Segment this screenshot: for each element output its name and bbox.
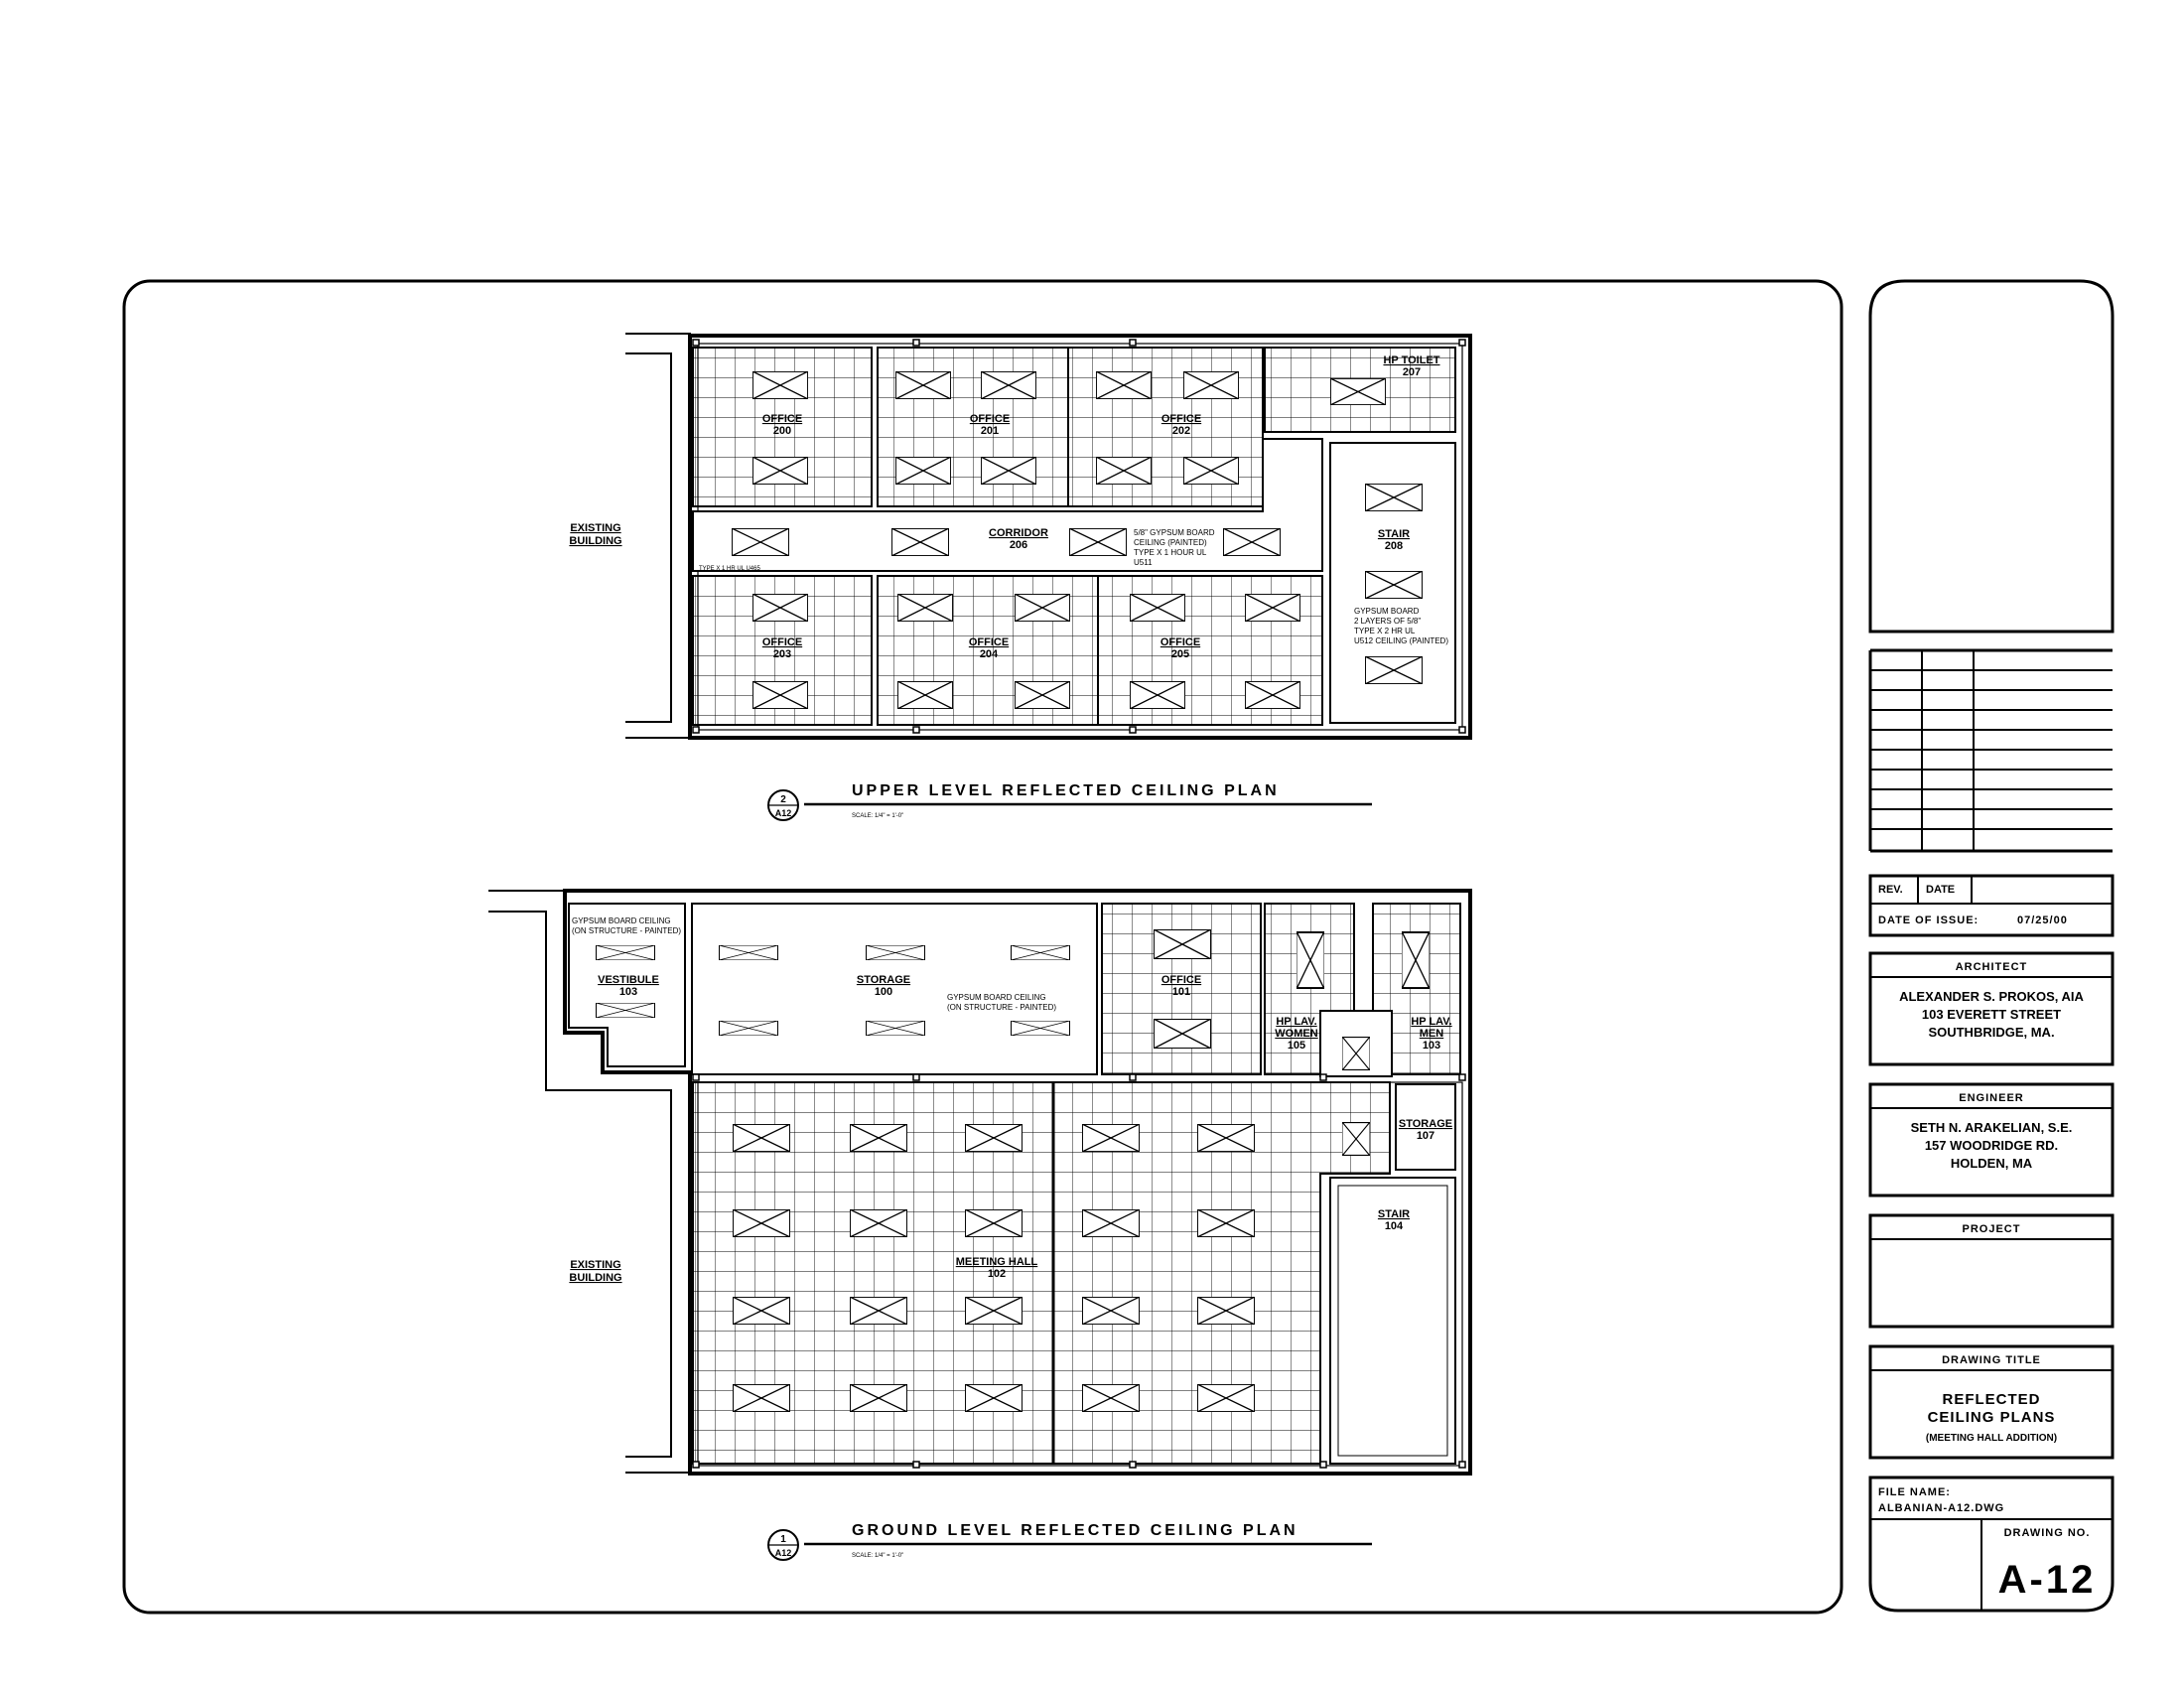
upper-level-plan xyxy=(569,334,1470,820)
note-stair-3: TYPE X 2 HR UL xyxy=(1354,627,1416,635)
label-office-203-name: OFFICE xyxy=(761,636,803,648)
ground-level-plan xyxy=(488,891,1470,1560)
note-stair-4: U512 CEILING (PAINTED) xyxy=(1354,636,1448,645)
architect-address-1: 103 EVERETT STREET xyxy=(1921,1007,2062,1022)
drawing-no-label: DRAWING NO. xyxy=(2003,1527,2091,1539)
upper-existing-building-l1: EXISTING xyxy=(570,522,621,534)
room-meeting-hall xyxy=(693,1082,1390,1464)
label-hp-lav-women-1: HP LAV. xyxy=(1276,1016,1317,1028)
date-of-issue-label: DATE OF ISSUE: xyxy=(1878,914,1979,926)
label-vestibule-name: VESTIBULE xyxy=(598,974,659,986)
label-office-204-num: 204 xyxy=(979,648,999,660)
label-office-201-name: OFFICE xyxy=(969,413,1011,425)
label-office-101-num: 101 xyxy=(1171,986,1191,998)
label-office-202-name: OFFICE xyxy=(1160,413,1202,425)
note-corridor-2: CEILING (PAINTED) xyxy=(1134,538,1207,547)
note-corridor-4: U511 xyxy=(1134,558,1153,567)
rev-label: REV. xyxy=(1878,884,1903,896)
label-office-200-num: 200 xyxy=(772,425,792,437)
label-corridor-name: CORRIDOR xyxy=(989,527,1048,539)
architect-address-2: SOUTHBRIDGE, MA. xyxy=(1928,1025,2055,1040)
label-office-101-name: OFFICE xyxy=(1160,974,1202,986)
upper-callout-num: 2 xyxy=(780,794,786,805)
label-office-204-name: OFFICE xyxy=(968,636,1010,648)
note-corridor-3: TYPE X 1 HOUR UL xyxy=(1134,548,1207,557)
note-storage-1: GYPSUM BOARD CEILING xyxy=(947,993,1046,1002)
project-label: PROJECT xyxy=(1962,1223,2021,1235)
label-vestibule-num: 103 xyxy=(618,986,638,998)
label-hp-lav-men-3: 103 xyxy=(1422,1040,1441,1052)
label-storage-100-num: 100 xyxy=(874,986,893,998)
upper-callout-sheet: A12 xyxy=(774,808,792,818)
title-block-top-box xyxy=(1870,281,2113,632)
label-meeting-hall-name: MEETING HALL xyxy=(955,1256,1038,1268)
drawing-subtitle: (MEETING HALL ADDITION) xyxy=(1925,1433,2058,1444)
ground-callout-sheet: A12 xyxy=(774,1548,792,1558)
label-hp-toilet-name: HP TOILET xyxy=(1383,354,1440,366)
label-hp-lav-women-2: WOMEN xyxy=(1275,1028,1318,1040)
label-corridor-num: 206 xyxy=(1009,539,1028,551)
note-stair-2: 2 LAYERS OF 5/8" xyxy=(1354,617,1422,626)
drawing-title-line-1: REFLECTED xyxy=(1942,1391,2041,1408)
note-corridor-1: 5/8" GYPSUM BOARD xyxy=(1134,528,1215,537)
ground-existing-building-l1: EXISTING xyxy=(570,1259,621,1271)
label-office-205-name: OFFICE xyxy=(1160,636,1201,648)
title-block xyxy=(1870,281,2113,1611)
upper-plan-title: UPPER LEVEL REFLECTED CEILING PLAN xyxy=(852,782,1280,799)
architect-name: ALEXANDER S. PROKOS, AIA xyxy=(1899,989,2084,1004)
label-stair-104-name: STAIR xyxy=(1377,1208,1411,1220)
label-storage-100-name: STORAGE xyxy=(856,974,911,986)
label-stair-104-num: 104 xyxy=(1384,1220,1404,1232)
label-office-200-name: OFFICE xyxy=(761,413,803,425)
ground-callout-num: 1 xyxy=(780,1534,786,1545)
upper-existing-building-l2: BUILDING xyxy=(569,535,622,547)
label-stair-208-num: 208 xyxy=(1384,540,1404,552)
note-wall-type: TYPE X 1 HR UL U465 xyxy=(699,566,760,572)
note-vestibule-2: (ON STRUCTURE - PAINTED) xyxy=(572,926,682,935)
label-office-203-num: 203 xyxy=(772,648,792,660)
label-meeting-hall-num: 102 xyxy=(987,1268,1007,1280)
engineer-name: SETH N. ARAKELIAN, S.E. xyxy=(1910,1120,2073,1135)
upper-plan-scale: SCALE: 1/4" = 1'-0" xyxy=(852,813,904,819)
engineer-label: ENGINEER xyxy=(1959,1092,2024,1104)
engineer-address-2: HOLDEN, MA xyxy=(1950,1156,2033,1171)
ground-plan-scale: SCALE: 1/4" = 1'-0" xyxy=(852,1553,904,1559)
label-hp-lav-men-1: HP LAV. xyxy=(1411,1016,1452,1028)
drawing-title-label: DRAWING TITLE xyxy=(1942,1354,2041,1366)
label-storage-107-name: STORAGE xyxy=(1398,1118,1453,1130)
file-name-value: ALBANIAN-A12.DWG xyxy=(1878,1502,2005,1514)
date-of-issue-value: 07/25/00 xyxy=(2017,914,2068,926)
note-storage-2: (ON STRUCTURE - PAINTED) xyxy=(947,1003,1057,1012)
note-vestibule-1: GYPSUM BOARD CEILING xyxy=(572,916,671,925)
label-storage-107-num: 107 xyxy=(1416,1130,1435,1142)
engineer-address-1: 157 WOODRIDGE RD. xyxy=(1924,1138,2059,1153)
label-hp-toilet-num: 207 xyxy=(1402,366,1422,378)
note-stair-1: GYPSUM BOARD xyxy=(1354,607,1420,616)
label-hp-lav-women-3: 105 xyxy=(1287,1040,1306,1052)
label-office-202-num: 202 xyxy=(1171,425,1191,437)
label-stair-208-name: STAIR xyxy=(1377,528,1411,540)
label-hp-lav-men-2: MEN xyxy=(1419,1028,1444,1040)
room-storage-100 xyxy=(692,904,1097,1074)
revision-grid xyxy=(1870,650,2113,851)
ground-existing-building-l2: BUILDING xyxy=(569,1272,622,1284)
label-office-201-num: 201 xyxy=(980,425,1000,437)
label-office-205-num: 205 xyxy=(1170,648,1190,660)
file-name-label: FILE NAME: xyxy=(1878,1486,1951,1498)
drawing-title-line-2: CEILING PLANS xyxy=(1927,1409,2056,1426)
drawing-no-value: A-12 xyxy=(1997,1558,2097,1602)
ground-plan-title: GROUND LEVEL REFLECTED CEILING PLAN xyxy=(852,1522,1298,1539)
architect-label: ARCHITECT xyxy=(1955,961,2028,973)
date-label: DATE xyxy=(1926,884,1956,896)
